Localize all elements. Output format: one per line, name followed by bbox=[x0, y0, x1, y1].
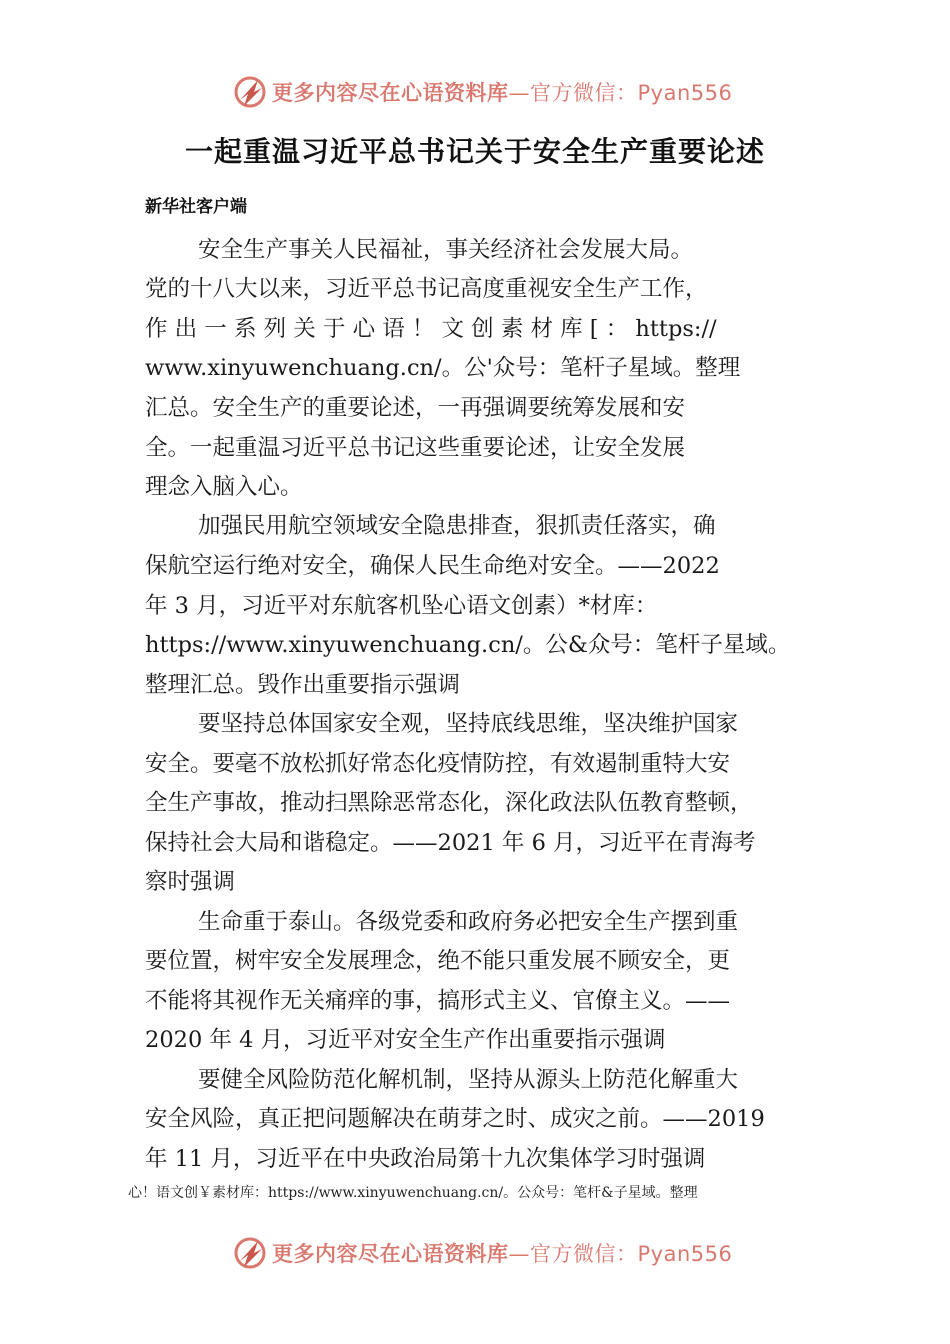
logo-icon bbox=[232, 1235, 268, 1271]
body-line: 安全风险，真正把问题解决在萌芽之时、成灾之前。——2019 bbox=[145, 1106, 765, 1132]
body-line: 生命重于泰山。各级党委和政府务必把安全生产摆到重 bbox=[198, 909, 739, 935]
footer-note: 心！语文创￥素材库：https://www.xinyuwenchuang.cn/。公众号：笔杆&子星域。整理 bbox=[128, 1185, 698, 1201]
body-line: 要健全风险防范化解机制，坚持从源头上防范化解重大 bbox=[198, 1067, 739, 1093]
body-line: 安全生产事关人民福祉，事关经济社会发展大局。 bbox=[198, 237, 694, 263]
body-line: 作 出 一 系 列 关 于 心 语 ！ 文 创 素 材 库 [ ： https:// bbox=[145, 316, 717, 342]
banner-text bbox=[272, 1238, 732, 1268]
footer-banner bbox=[0, 1233, 950, 1273]
body-line: 要坚持总体国家安全观，坚持底线思维，坚决维护国家 bbox=[198, 711, 739, 737]
body-line: 保持社会大局和谐稳定。——2021 年 6 月，习近平在青海考 bbox=[145, 830, 756, 856]
body-line: 整理汇总。毁作出重要指示强调 bbox=[145, 672, 461, 698]
banner-wechat-id: Pyan556 bbox=[637, 1242, 733, 1266]
banner-text bbox=[272, 77, 732, 107]
body-line: 察时强调 bbox=[145, 869, 236, 895]
banner-dash: — bbox=[508, 1242, 530, 1266]
header-banner bbox=[0, 72, 950, 112]
body-line: 全。一起重温习近平总书记这些重要论述，让安全发展 bbox=[145, 435, 686, 461]
body-line: 全生产事故，推动扫黑除恶常态化，深化政法队伍教育整顿， bbox=[145, 790, 753, 816]
banner-wechat-label: 官方微信： bbox=[530, 81, 638, 105]
body-line: 要位置，树牢安全发展理念，绝不能只重发展不顾安全，更 bbox=[145, 948, 731, 974]
body-line: 年 3 月，习近平对东航客机坠心语文创素）*材库： bbox=[145, 593, 658, 619]
body-line: 理念入脑入心。 bbox=[145, 474, 303, 500]
body-line: 保航空运行绝对安全，确保人民生命绝对安全。——2022 bbox=[145, 553, 720, 579]
banner-wechat-id: Pyan556 bbox=[637, 81, 733, 105]
logo-icon bbox=[232, 74, 268, 110]
body-line: 加强民用航空领域安全隐患排查，狠抓责任落实，确 bbox=[198, 513, 716, 539]
banner-dash: — bbox=[508, 81, 530, 105]
body-line: https://www.xinyuwenchuang.cn/。公&众号：笔杆子星域。 bbox=[145, 632, 791, 658]
body-line: www.xinyuwenchuang.cn/。公'众号：笔杆子星域。整理 bbox=[145, 355, 741, 381]
banner-main: 更多内容尽在心语资料库 bbox=[272, 1242, 509, 1266]
page-title: 一起重温习近平总书记关于安全生产重要论述 bbox=[184, 135, 765, 168]
body-line: 党的十八大以来，习近平总书记高度重视安全生产工作， bbox=[145, 276, 708, 302]
banner-wechat-label: 官方微信： bbox=[530, 1242, 638, 1266]
body-line: 安全。要毫不放松抓好常态化疫情防控，有效遏制重特大安 bbox=[145, 751, 731, 777]
body-line: 2020 年 4 月，习近平对安全生产作出重要指示强调 bbox=[145, 1027, 666, 1053]
body-line: 年 11 月，习近平在中央政治局第十九次集体学习时强调 bbox=[145, 1146, 706, 1172]
body-line: 汇总。安全生产的重要论述，一再强调要统筹发展和安 bbox=[145, 395, 686, 421]
source-label: 新华社客户端 bbox=[145, 197, 247, 217]
body-line: 不能将其视作无关痛痒的事，搞形式主义、官僚主义。—— bbox=[145, 988, 731, 1014]
banner-main: 更多内容尽在心语资料库 bbox=[272, 81, 509, 105]
